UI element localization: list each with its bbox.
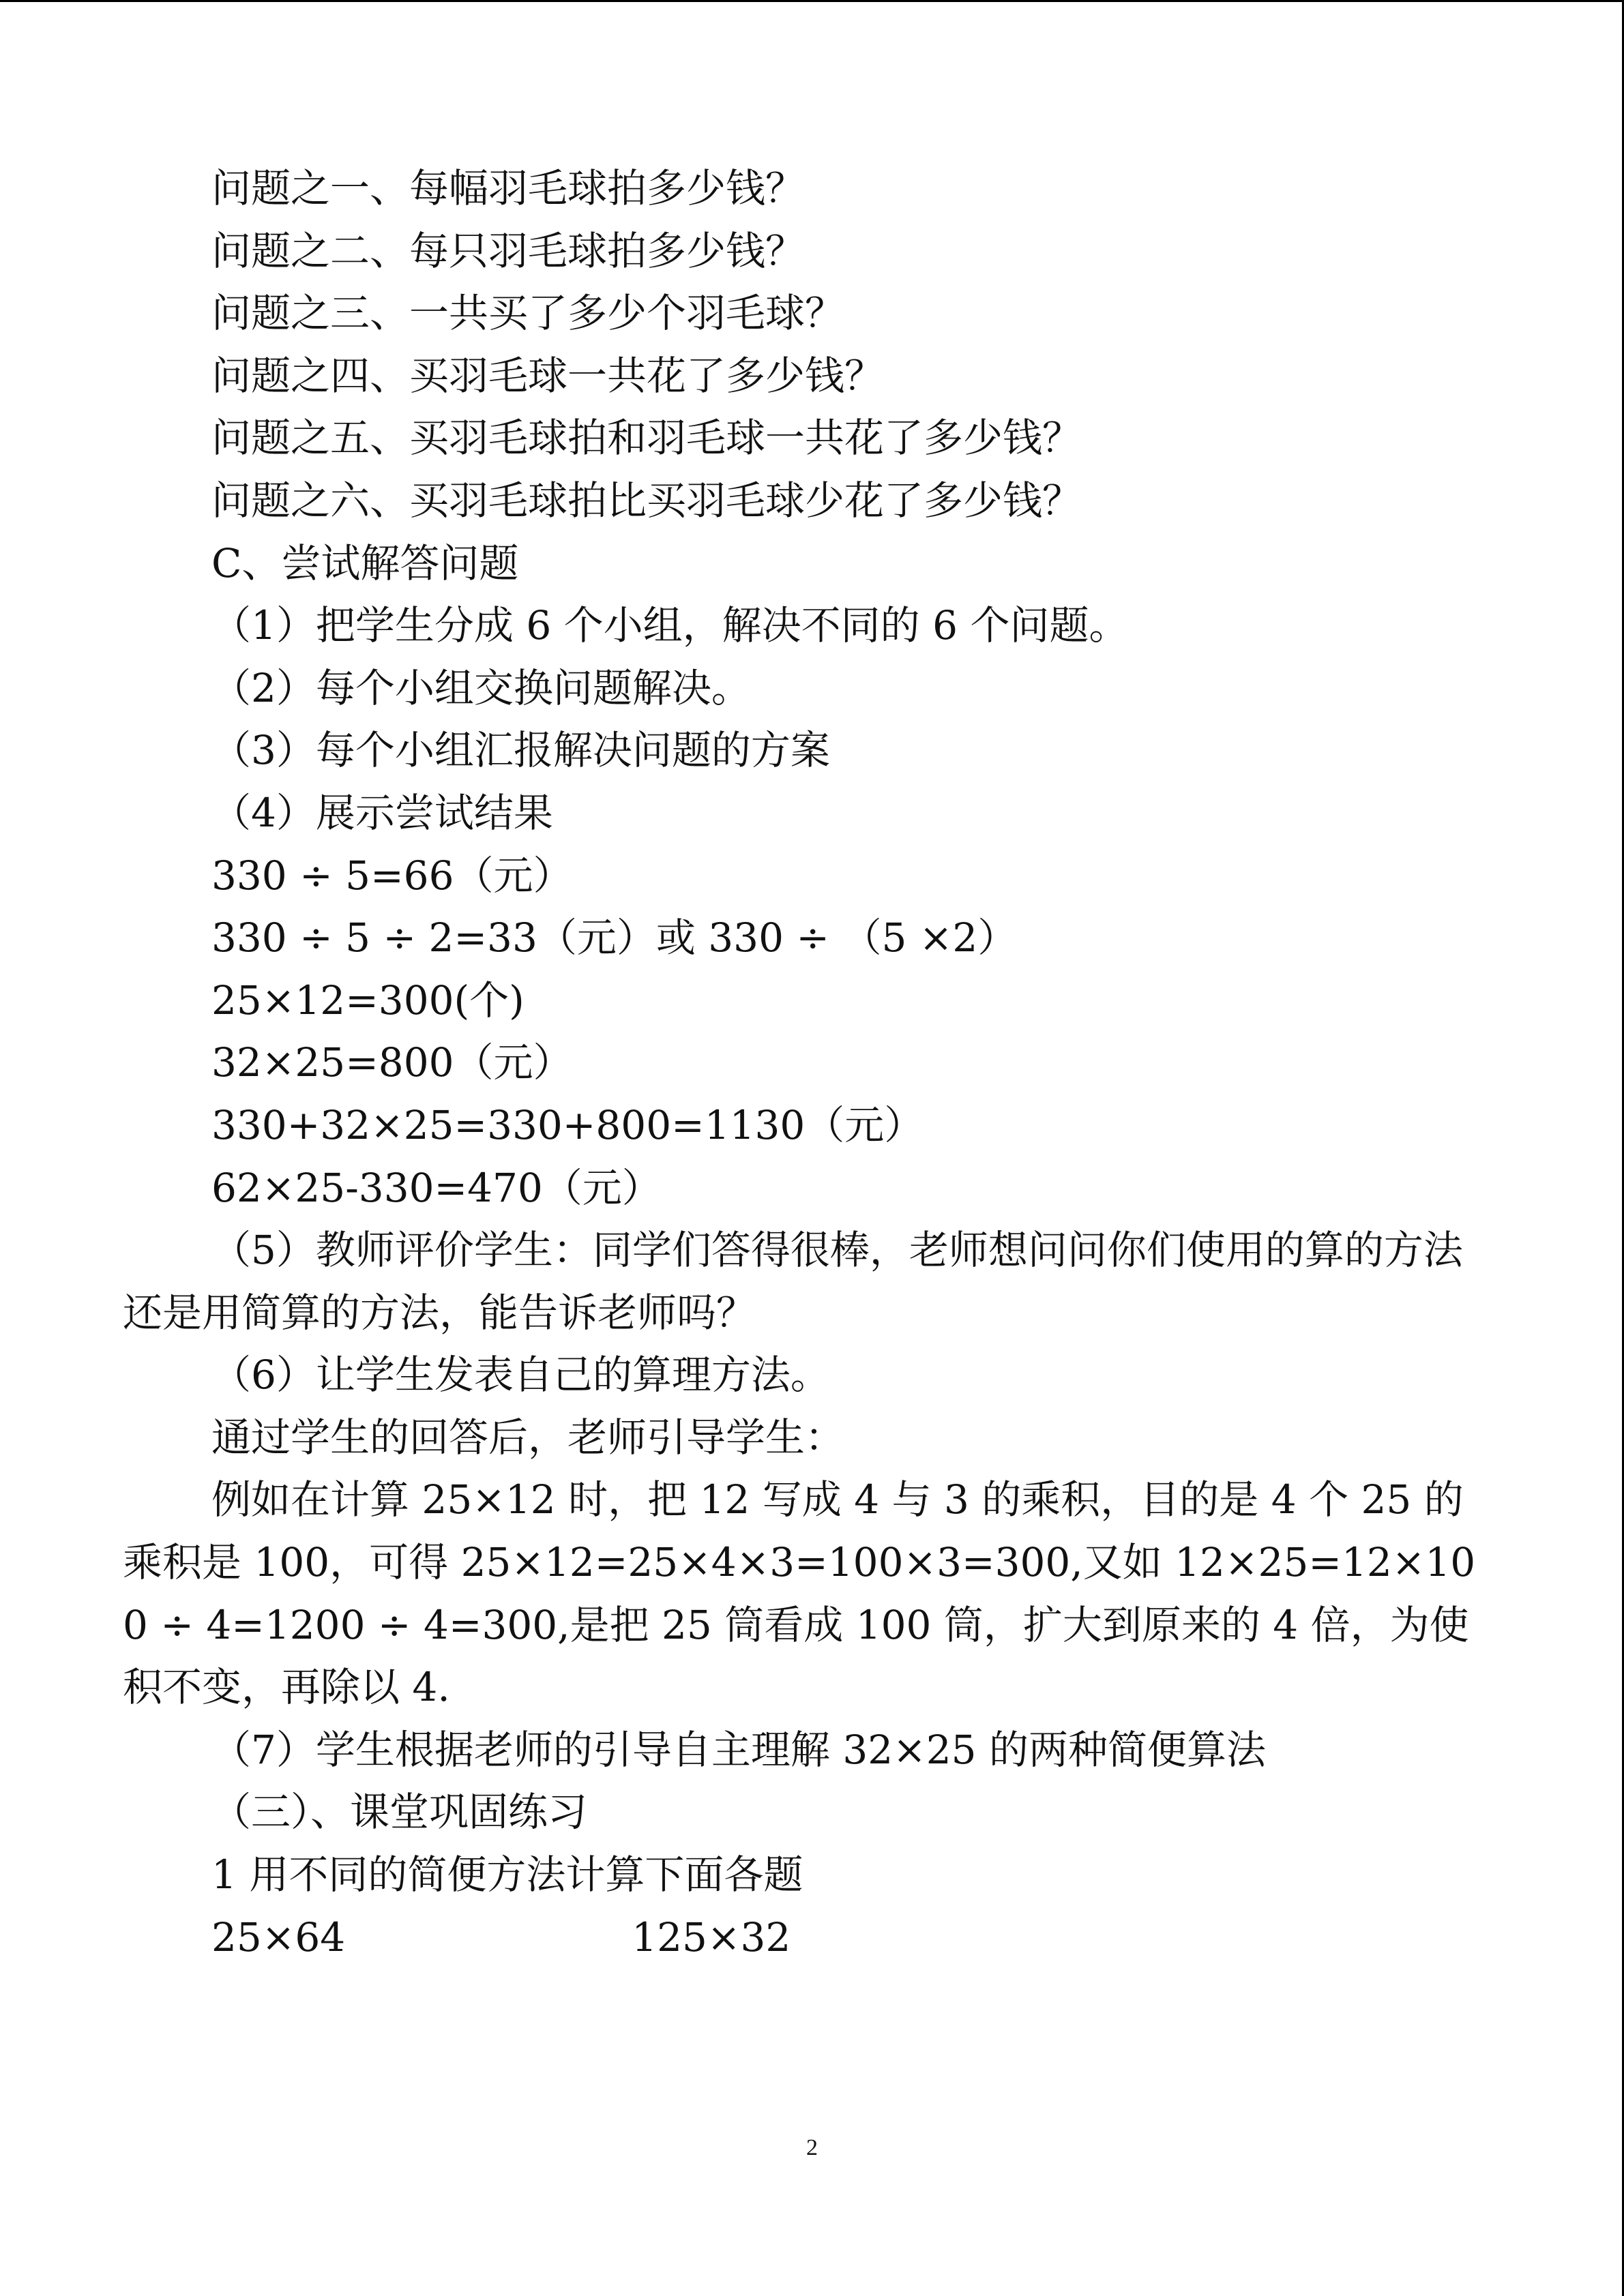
section-3-heading: （三）、课堂巩固练习 [211, 1789, 588, 1836]
exercise-item-1: 25×64 [211, 1913, 346, 1960]
calculation-1: 330 ÷ 5=66（元） [211, 852, 573, 899]
question-1: 问题之一、每幅羽毛球拍多少钱？ [211, 165, 806, 211]
example-paragraph: 例如在计算 25×12 时，把 12 写成 4 与 3 的乘积，目的是 4 个 25 的乘积是 100，可得 25×12=25×4×3=100×3=300,又如 12×25=12×100 ÷ 4=1200 ÷ 4=300,是把 25 筒看成 100 筒，扩大到原来的 4 倍，为使积不变，再除以 4. [123, 1476, 1476, 1711]
question-2: 问题之二、每只羽毛球拍多少钱？ [211, 227, 806, 274]
exercise-items [123, 1907, 1501, 1969]
calculation-2: 330 ÷ 5 ÷ 2=33（元）或 330 ÷ （5 ×2） [211, 914, 1018, 961]
question-5: 问题之五、买羽毛球拍和羽毛球一共花了多少钱？ [211, 415, 1082, 462]
page-number: 2 [806, 2135, 818, 2160]
calculation-3: 25×12=300(个) [211, 976, 525, 1024]
question-4: 问题之四、买羽毛球一共花了多少钱？ [211, 352, 885, 399]
teacher-guide: 通过学生的回答后，老师引导学生： [211, 1414, 845, 1461]
step-1: （1）把学生分成 6 个小组，解决不同的 6 个问题。 [211, 602, 1129, 649]
exercise-item-2: 125×32 [632, 1913, 791, 1960]
calculation-4: 32×25=800（元） [211, 1039, 573, 1086]
step-2: （2）每个小组交换问题解决。 [211, 664, 751, 711]
step-4: （4）展示尝试结果 [211, 789, 553, 836]
calculation-5: 330+32×25=330+800=1130（元） [211, 1101, 924, 1148]
step-7: （7）学生根据老师的引导自主理解 32×25 的两种简便算法 [211, 1726, 1266, 1773]
section-c-heading: C、尝试解答问题 [211, 539, 519, 586]
step-3: （3）每个小组汇报解决问题的方案 [211, 727, 830, 774]
question-3: 问题之三、一共买了多少个羽毛球？ [211, 290, 845, 337]
document-body [123, 158, 1501, 1969]
calculation-6: 62×25-330=470（元） [211, 1164, 662, 1211]
question-6: 问题之六、买羽毛球拍比买羽毛球少花了多少钱？ [211, 477, 1082, 524]
step-5-paragraph: （5）教师评价学生：同学们答得很棒，老师想问问你们使用的算的方法还是用简算的方法，能告诉老师吗？ [123, 1227, 1463, 1336]
exercise-title: 1 用不同的简便方法计算下面各题 [211, 1851, 803, 1898]
step-6: （6）让学生发表自己的算理方法。 [211, 1352, 830, 1399]
